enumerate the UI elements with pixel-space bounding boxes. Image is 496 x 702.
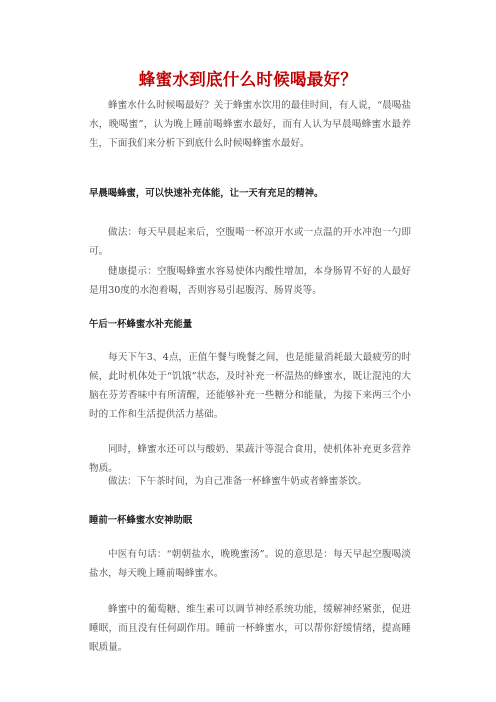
afternoon-body-paragraph: 每天下午3、4点，正值午餐与晚餐之间，也是能量消耗最大最疲劳的时候，此时机体处于“饥饿”状态，及时补充一杯温热的蜂蜜水，既让混沌的大脑在芬芳香味中有所清醒，还能够补充一些糖分和能量，为接下来两三个小时的工作和生活提供活力基础。	[89, 352, 411, 420]
bedtime-saying-paragraph: 中医有句话：“朝朝盐水，晚晚蜜汤”。说的意思是：每天早起空腹喝淡盐水，每天晚上睡前喝蜂蜜水。	[89, 549, 411, 579]
heading-morning: 早晨喝蜂蜜，可以快速补充体能，让一天有充足的精神。	[89, 188, 324, 199]
intro-paragraph: 蜂蜜水什么时候喝最好？关于蜂蜜水饮用的最佳时间，有人说，“晨喝盐水，晚喝蜜”，认为晚上睡前喝蜂蜜水最好，而有人认为早晨喝蜂蜜水最养生，下面我们来分析下到底什么时候喝蜂蜜水最好。	[89, 100, 411, 149]
morning-tip-paragraph: 健康提示：空腹喝蜂蜜水容易使体内酸性增加，本身肠胃不好的人最好是用30度的水泡着喝，否则容易引起腹泻、肠胃炎等。	[89, 266, 411, 296]
heading-afternoon: 午后一杯蜂蜜水补充能量	[89, 319, 193, 330]
heading-bedtime: 睡前一杯蜂蜜水安神助眠	[89, 515, 193, 526]
morning-method-paragraph: 做法：每天早晨起来后，空腹喝一杯凉开水或一点温的开水冲泡一勺即可。	[89, 227, 411, 257]
page-title: 蜂蜜水到底什么时候喝最好？	[138, 70, 358, 89]
afternoon-mix-paragraph: 同时，蜂蜜水还可以与酸奶、果蔬汁等混合食用，使机体补充更多营养物质。	[89, 444, 411, 474]
bedtime-body-paragraph: 蜂蜜中的葡萄糖、维生素可以调节神经系统功能，缓解神经紧张，促进睡眠，而且没有任何副作用。睡前一杯蜂蜜水，可以帮你舒缓情绪，提高睡眠质量。	[89, 604, 411, 653]
afternoon-method-paragraph: 做法：下午茶时间，为自己准备一杯蜂蜜牛奶或者蜂蜜茶饮。	[108, 476, 368, 487]
